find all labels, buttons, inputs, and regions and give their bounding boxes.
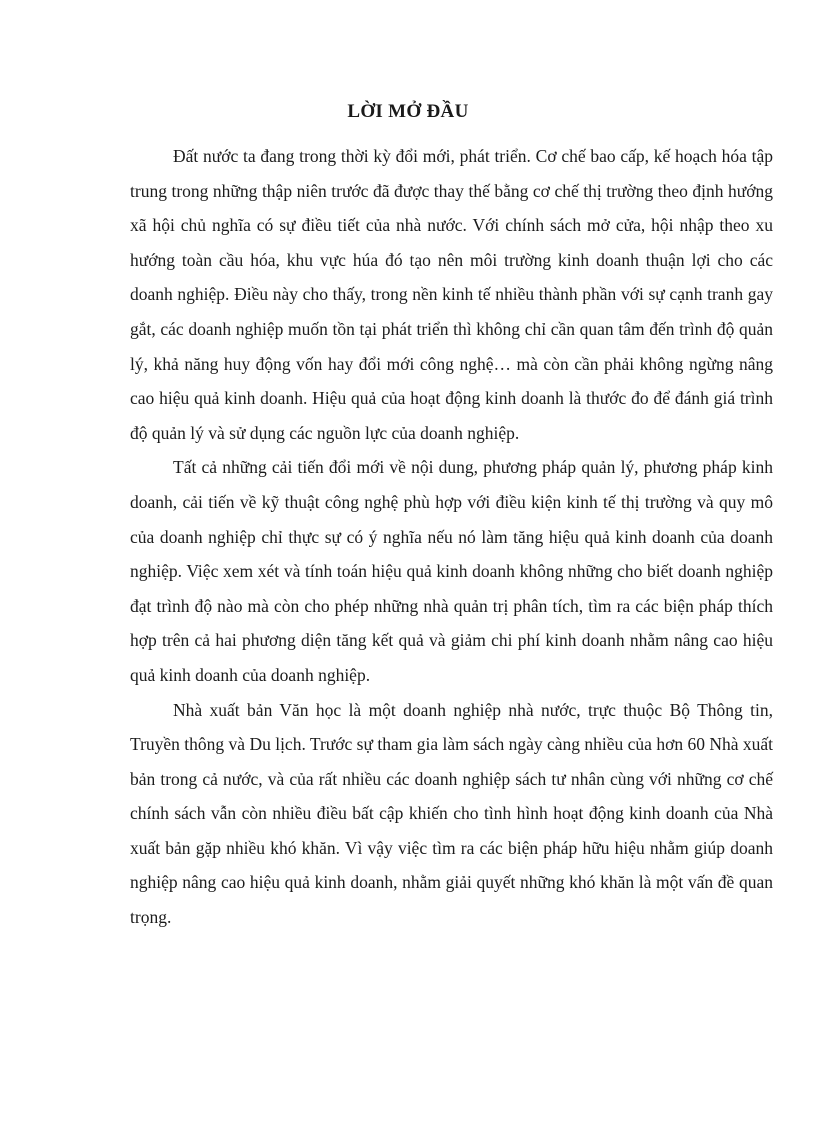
paragraph-1: Đất nước ta đang trong thời kỳ đổi mới, phát triển. Cơ chế bao cấp, kế hoạch hóa tập trung trong những thập niên trước đã được thay thế bằng cơ chế thị trường theo định hướng xã hội chủ nghĩa có sự điều tiết của nhà nước. Với chính sách mở cửa, hội nhập theo xu hướng toàn cầu hóa, khu vực húa đó tạo nên môi trường kinh doanh thuận lợi cho các doanh nghiệp. Điều này cho thấy, trong nền kinh tế nhiều thành phần với sự cạnh tranh gay gắt, các doanh nghiệp muốn tồn tại phát triển thì không chỉ cần quan tâm đến trình độ quản lý, khả năng huy động vốn hay đổi mới công nghệ… mà còn cần phải không ngừng nâng cao hiệu quả kinh doanh. Hiệu quả của hoạt động kinh doanh là thước đo để đánh giá trình độ quản lý và sử dụng các nguồn lực của doanh nghiệp. [130, 146, 773, 443]
paragraph-2: Tất cả những cải tiến đổi mới về nội dung, phương pháp quản lý, phương pháp kinh doanh, cải tiến về kỹ thuật công nghệ phù hợp với điều kiện kinh tế thị trường và quy mô của doanh nghiệp chỉ thực sự có ý nghĩa nếu nó làm tăng hiệu quả kinh doanh của doanh nghiệp. Việc xem xét và tính toán hiệu quả kinh doanh không những cho biết doanh nghiệp đạt trình độ nào mà còn cho phép những nhà quản trị phân tích, tìm ra các biện pháp thích hợp trên cả hai phương diện tăng kết quả và giảm chi phí kinh doanh nhằm nâng cao hiệu quả kinh doanh của doanh nghiệp. [130, 457, 773, 685]
document-body [130, 139, 773, 935]
page-title: LỜI MỞ ĐẦU [347, 101, 469, 122]
paragraph-3: Nhà xuất bản Văn học là một doanh nghiệp nhà nước, trực thuộc Bộ Thông tin, Truyền thông và Du lịch. Trước sự tham gia làm sách ngày càng nhiều của hơn 60 Nhà xuất bản trong cả nước, và của rất nhiều các doanh nghiệp sách tư nhân cùng với những cơ chế chính sách vẫn còn nhiều điều bất cập khiến cho tình hình hoạt động kinh doanh của Nhà xuất bản gặp nhiều khó khăn. Vì vậy việc tìm ra các biện pháp hữu hiệu nhằm giúp doanh nghiệp nâng cao hiệu quả kinh doanh, nhằm giải quyết những khó khăn là một vấn đề quan trọng. [130, 699, 773, 928]
